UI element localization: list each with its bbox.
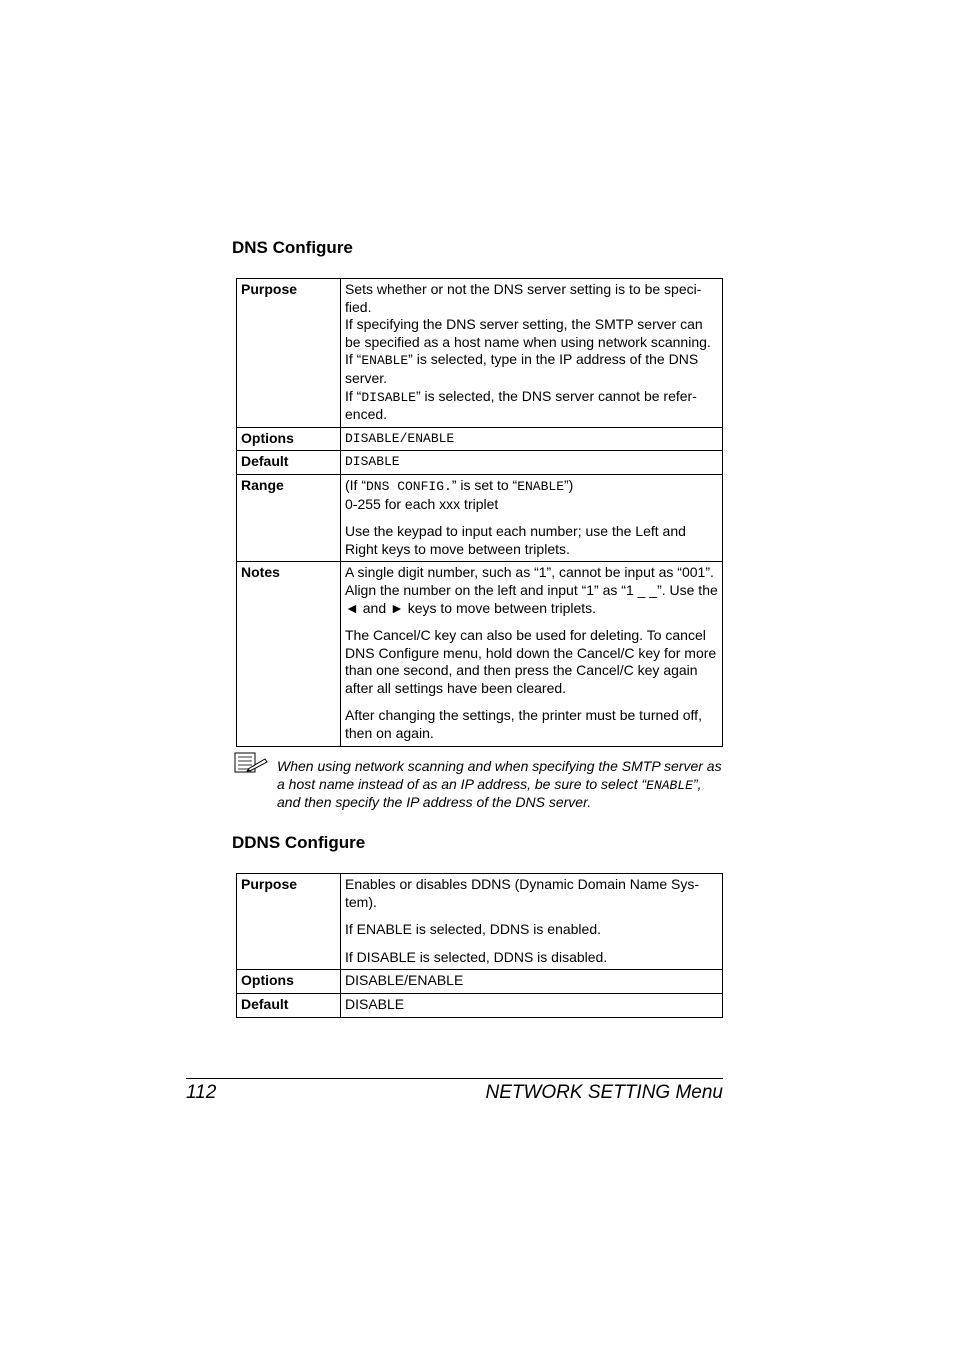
default-value: DISABLE <box>341 451 723 475</box>
table-row <box>237 474 723 561</box>
dns-configure-heading: DNS Configure <box>232 238 353 257</box>
purpose-text: If ENABLE is selected, DDNS is enabled. <box>345 921 602 938</box>
purpose-text: Sets whether or not the DNS server setting is to be speci-fied. <box>345 281 702 315</box>
dns-configure-table <box>236 278 723 747</box>
purpose-label: Purpose <box>237 279 341 428</box>
purpose-label: Purpose <box>237 874 341 970</box>
table-row <box>237 279 723 428</box>
table-row <box>237 874 723 970</box>
range-value <box>341 474 723 561</box>
options-label: Options <box>237 427 341 451</box>
range-condition: (If “DNS CONFIG.” is set to “ENABLE”) <box>345 476 574 494</box>
default-value: DISABLE <box>341 993 723 1017</box>
note-text: When using network scanning and when specifying the SMTP server as a host name instead of as an IP address, be sure to select “ENABLE”, and then specify the IP address of the DNS server. <box>277 758 722 810</box>
table-row <box>237 427 723 451</box>
default-label: Default <box>237 993 341 1017</box>
table-row <box>237 970 723 994</box>
notes-label: Notes <box>237 562 341 746</box>
range-text: Use the keypad to input each number; use the Left and Right keys to move between triplets. <box>345 523 686 557</box>
ddns-configure-heading: DDNS Configure <box>232 833 366 852</box>
notes-value <box>341 562 723 746</box>
running-footer-title: NETWORK SETTING Menu <box>485 1082 723 1103</box>
options-value: DISABLE/ENABLE <box>341 427 723 451</box>
options-label: Options <box>237 970 341 994</box>
purpose-text: Enables or disables DDNS (Dynamic Domain Name Sys-tem). <box>345 876 700 910</box>
table-row <box>237 451 723 475</box>
footer-rule <box>186 1078 723 1079</box>
purpose-text: If “ENABLE” is selected, type in the IP address of the DNS server. <box>345 351 699 386</box>
table-row <box>237 993 723 1017</box>
notes-text: The Cancel/C key can also be used for deleting. To cancel DNS Configure menu, hold down the Cancel/C key for more than one second, and then press the Cancel/C key again after all settings have been cleared. <box>345 627 717 696</box>
range-text: 0-255 for each xxx triplet <box>345 495 499 512</box>
page-number: 112 <box>186 1082 217 1103</box>
ddns-configure-table <box>236 873 723 1018</box>
note-pad-icon <box>234 752 270 774</box>
purpose-value <box>341 874 723 970</box>
options-value: DISABLE/ENABLE <box>341 970 723 994</box>
purpose-text: If specifying the DNS server setting, the SMTP server can be specified as a host name when using network scanning. <box>345 316 711 350</box>
table-row <box>237 562 723 746</box>
default-label: Default <box>237 451 341 475</box>
purpose-text: If DISABLE is selected, DDNS is disabled. <box>345 948 608 965</box>
purpose-value <box>341 279 723 428</box>
range-label: Range <box>237 474 341 561</box>
purpose-text: If “DISABLE” is selected, the DNS server cannot be refer-enced. <box>345 387 697 423</box>
notes-text: A single digit number, such as “1”, cannot be input as “001”. Align the number on the left and input “1” as “1 _ _”. Use the ◄ and ► keys to move between triplets. <box>345 564 718 616</box>
notes-text: After changing the settings, the printer must be turned off, then on again. <box>345 707 702 742</box>
